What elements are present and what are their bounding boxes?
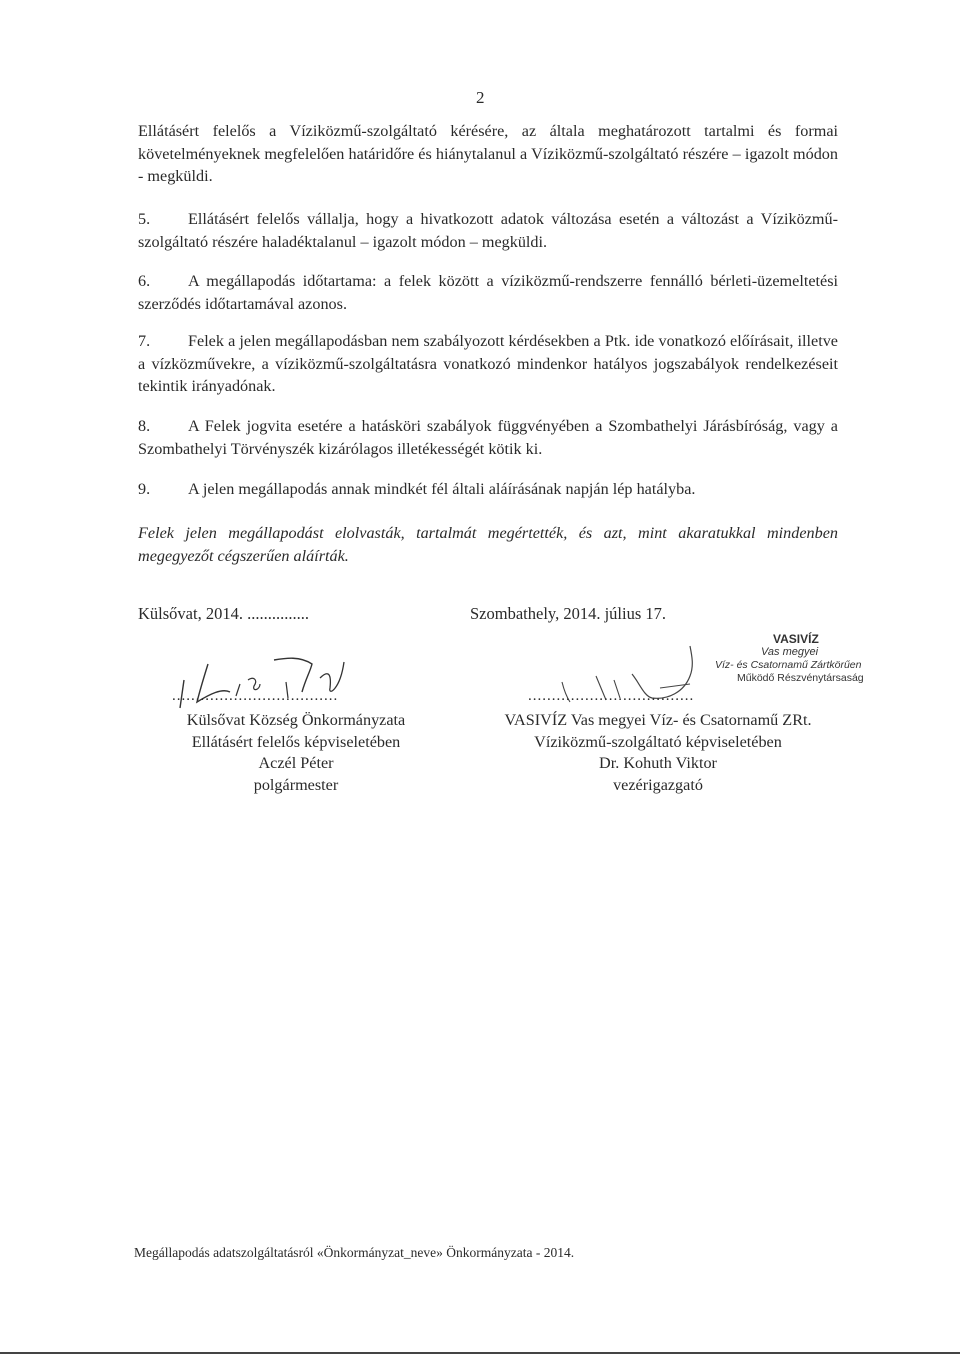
- paragraph-text: A Felek jogvita esetére a hatásköri szabályok függvényében a Szombathelyi Járásbíróság, vagy a Szombathelyi Törvényszék kizárólagos illetékességét kötik ki.: [138, 417, 838, 458]
- right-place-date: Szombathely, 2014. július 17.: [470, 604, 667, 623]
- left-organization: Külsővat Község Önkormányzata: [186, 711, 406, 729]
- left-signer-title: polgármester: [253, 775, 339, 794]
- paragraph-text: Ellátásért felelős a Víziközmű-szolgáltató kérésére, az általa meghatározott tartalmi és formai követelményeknek megfelelően határidőre és hiánytalanul a Víziközmű-szolgáltató részére – igazolt módon - megküldi.: [138, 122, 838, 185]
- right-signer-title: vezérigazgató: [613, 775, 703, 794]
- stamp-line-3: Működő Részvénytársaság: [737, 672, 864, 684]
- stamp-line-2: Víz- és Csatornamű Zártkörűen: [715, 659, 862, 671]
- paragraph-text: A jelen megállapodás annak mindkét fél általi aláírásának napján lép hatályba.: [188, 480, 696, 498]
- stamp-title: VASIVÍZ: [773, 632, 819, 646]
- paragraph-6: [138, 270, 838, 315]
- paragraph-8: [138, 415, 838, 460]
- paragraph-7: [138, 330, 838, 398]
- paragraph-text: Felek a jelen megállapodásban nem szabályozott kérdésekben a Ptk. ide vonatkozó előírásait, illetve a vízközművekre, a víziközmű-szolgáltatásra vonatkozó mindenkor hatályos jogszabályok rendelkezéseit tekintik irányadónak.: [138, 332, 838, 395]
- stamp-line-1: Vas megyei: [761, 646, 819, 658]
- left-signer-name: Aczél Péter: [258, 754, 334, 772]
- page-bottom-edge: [0, 1352, 960, 1354]
- right-signature-line: ...................................: [528, 688, 695, 704]
- right-organization: VASIVÍZ Vas megyei Víz- és Csatornamű ZRt.: [504, 711, 812, 729]
- page-footer: Megállapodás adatszolgáltatásról «Önkormányzat_neve» Önkormányzata - 2014.: [134, 1245, 575, 1260]
- left-role: Ellátásért felelős képviseletében: [191, 732, 401, 751]
- paragraph-number: 6.: [138, 272, 151, 290]
- left-signatory-block: [131, 710, 461, 796]
- right-role: Víziközmű-szolgáltató képviseletében: [534, 732, 782, 751]
- paragraph-number: 9.: [138, 480, 151, 498]
- paragraph-number: 7.: [138, 332, 151, 350]
- paragraph-number: 8.: [138, 417, 151, 435]
- paragraph-4-continuation: [138, 120, 838, 188]
- paragraph-9: [138, 478, 838, 501]
- left-signature-line: ...................................: [172, 688, 339, 704]
- paragraph-number: 5.: [138, 210, 151, 228]
- paragraph-text: Ellátásért felelős vállalja, hogy a hivatkozott adatok változása esetén a változást a Víziközmű-szolgáltató részére haladéktalanul – igazolt módon – megküldi.: [138, 210, 838, 251]
- right-signatory-block: [478, 710, 838, 796]
- page-number: 2: [476, 88, 485, 107]
- right-signer-name: Dr. Kohuth Viktor: [599, 754, 717, 772]
- company-stamp: [705, 633, 905, 685]
- paragraph-text: A megállapodás időtartama: a felek között a víziközmű-rendszerre fennálló bérleti-üzemeltetési szerződés időtartamával azonos.: [138, 272, 838, 313]
- closing-statement: Felek jelen megállapodást elolvasták, tartalmát megértették, és azt, mint akaratukkal mindenben megegyezőt cégszerűen aláírták.: [138, 524, 838, 565]
- paragraph-5: [138, 208, 838, 253]
- left-place-date: Külsővat, 2014. ...............: [138, 604, 309, 623]
